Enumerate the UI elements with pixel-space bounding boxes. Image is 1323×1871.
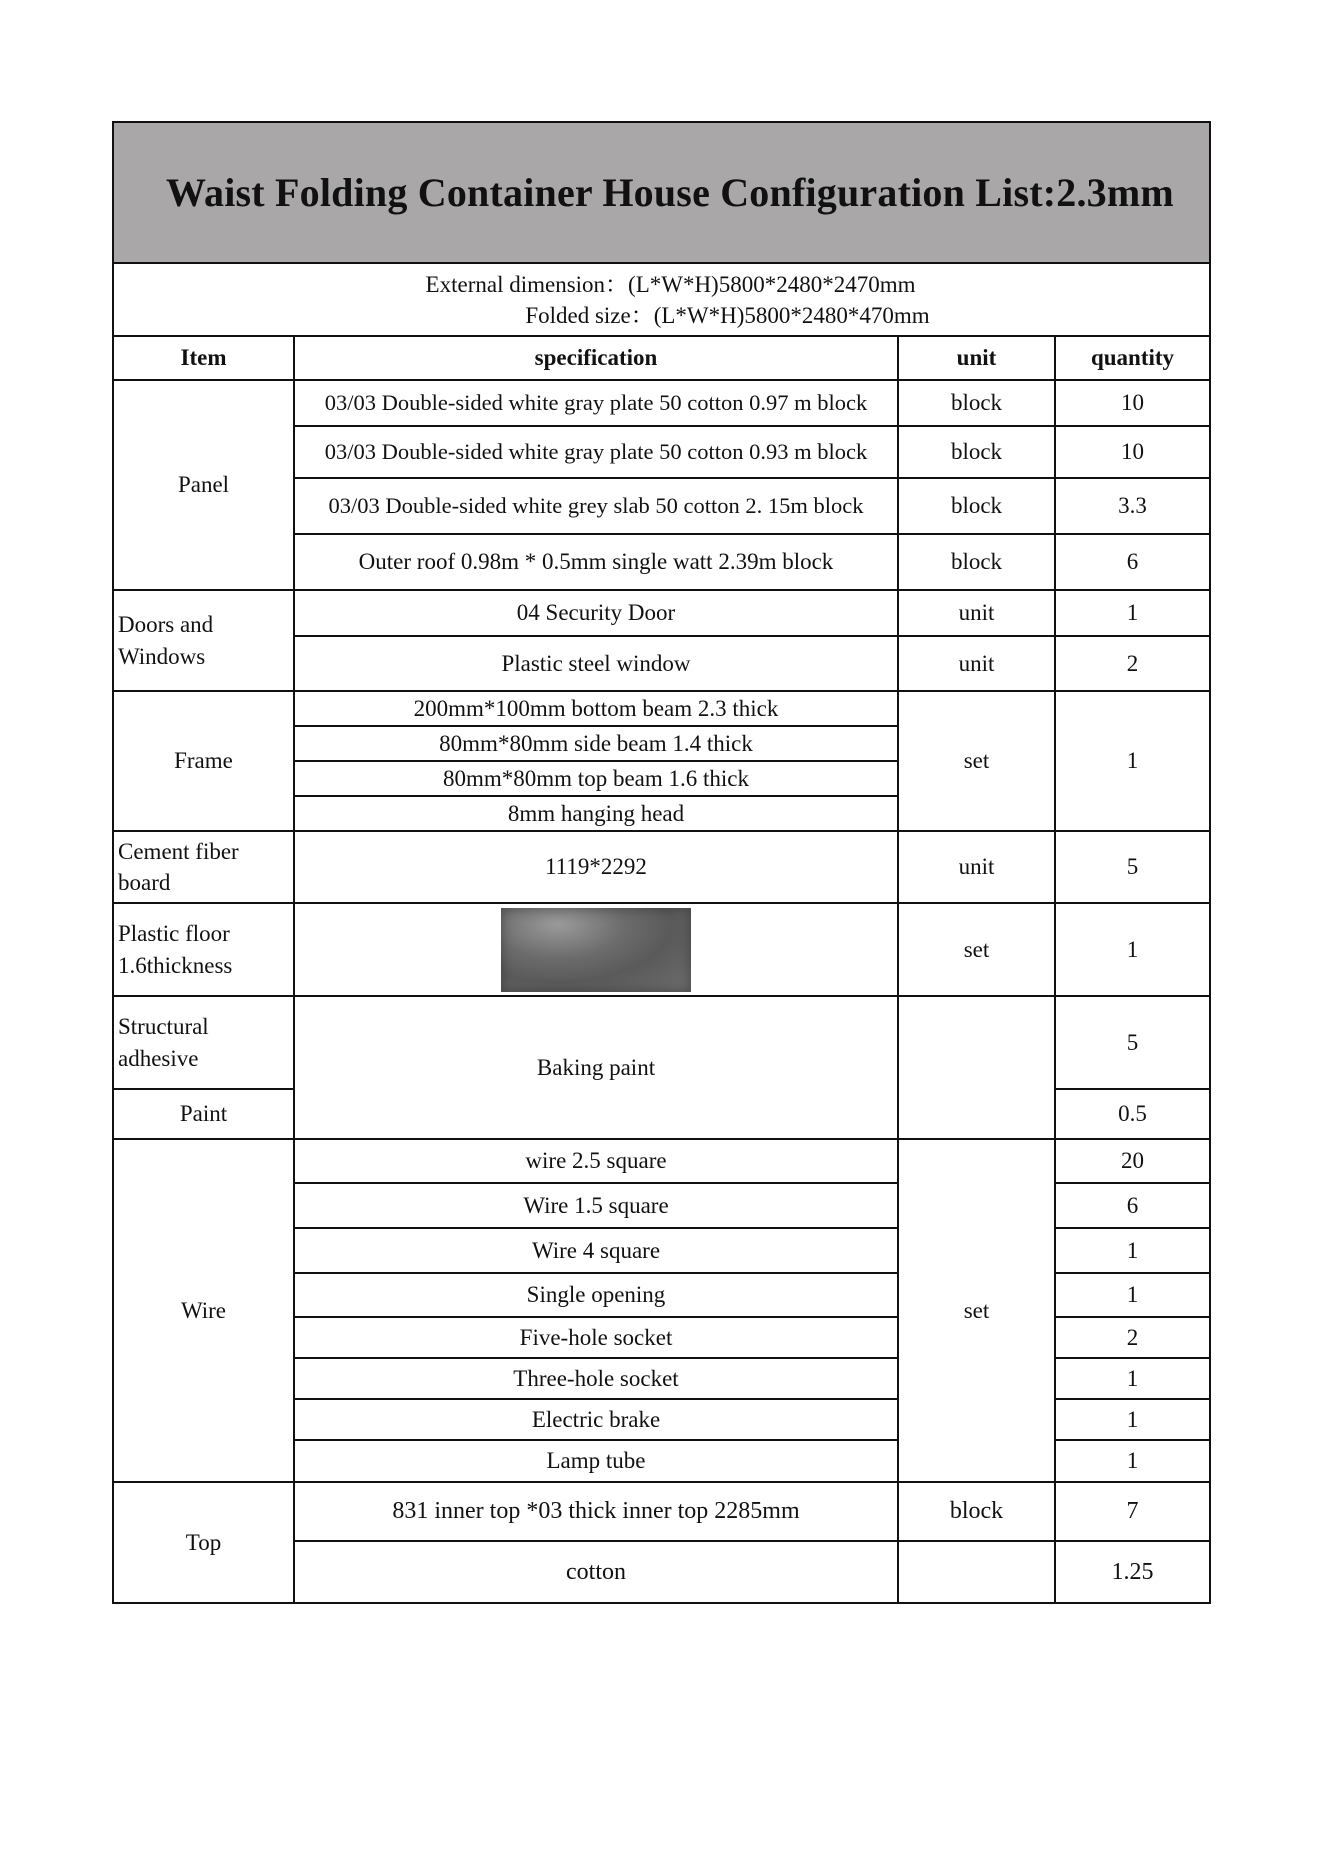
spec-cell: 831 inner top *03 thick inner top 2285mm — [294, 1482, 898, 1541]
qty-cell: 1 — [1055, 1399, 1210, 1440]
qty-cell: 1 — [1055, 691, 1210, 831]
spec-cell: 200mm*100mm bottom beam 2.3 thick — [294, 691, 898, 726]
header-specification: specification — [294, 336, 898, 380]
spec-cell: Electric brake — [294, 1399, 898, 1440]
configuration-sheet — [112, 121, 1209, 1604]
unit-cell — [898, 996, 1055, 1139]
item-cement-fiber-board — [113, 831, 294, 903]
spec-cell: Baking paint — [294, 996, 898, 1139]
table-row — [113, 691, 1210, 726]
floor-sample-image — [501, 908, 691, 992]
qty-cell: 20 — [1055, 1139, 1210, 1183]
header-row — [113, 336, 1210, 380]
header-quantity: quantity — [1055, 336, 1210, 380]
item-top: Top — [113, 1482, 294, 1603]
qty-cell: 0.5 — [1055, 1089, 1210, 1139]
qty-cell: 5 — [1055, 996, 1210, 1089]
spec-cell: 03/03 Double-sided white gray plate 50 cotton 0.93 m block — [294, 426, 898, 478]
qty-cell: 7 — [1055, 1482, 1210, 1541]
header-unit: unit — [898, 336, 1055, 380]
table-row — [113, 903, 1210, 996]
spec-cell: 1119*2292 — [294, 831, 898, 903]
item-panel: Panel — [113, 380, 294, 590]
qty-cell: 10 — [1055, 426, 1210, 478]
spec-cell: 04 Security Door — [294, 590, 898, 636]
item-doors-windows: Doors and Windows — [113, 590, 294, 691]
qty-cell: 1 — [1055, 903, 1210, 996]
table-row — [113, 590, 1210, 636]
qty-cell: 6 — [1055, 1183, 1210, 1228]
qty-cell: 1 — [1055, 1358, 1210, 1399]
item-plastic-floor: Plastic floor 1.6thickness — [113, 903, 294, 996]
spec-cell: Wire 4 square — [294, 1228, 898, 1273]
table-row — [113, 1482, 1210, 1541]
qty-cell: 1 — [1055, 590, 1210, 636]
item-wire: Wire — [113, 1139, 294, 1482]
sheet-title: Waist Folding Container House Configuration List:2.3mm — [113, 122, 1210, 263]
unit-cell: set — [898, 691, 1055, 831]
header-item: Item — [113, 336, 294, 380]
table-row — [113, 1139, 1210, 1183]
spec-cell: Three-hole socket — [294, 1358, 898, 1399]
qty-cell: 1.25 — [1055, 1541, 1210, 1603]
unit-cell: block — [898, 380, 1055, 426]
qty-cell: 6 — [1055, 534, 1210, 590]
table-row — [113, 831, 1210, 903]
dimensions-cell — [113, 263, 1210, 336]
spec-cell: 80mm*80mm side beam 1.4 thick — [294, 726, 898, 761]
unit-cell: unit — [898, 590, 1055, 636]
unit-cell — [898, 1541, 1055, 1603]
spec-cell: Outer roof 0.98m * 0.5mm single watt 2.39m block — [294, 534, 898, 590]
spec-cell: wire 2.5 square — [294, 1139, 898, 1183]
cement-label: Cement fiber board — [118, 838, 239, 895]
item-paint: Paint — [113, 1089, 294, 1139]
unit-cell: block — [898, 534, 1055, 590]
qty-cell: 1 — [1055, 1440, 1210, 1482]
spec-cell: Five-hole socket — [294, 1317, 898, 1358]
spec-cell: 03/03 Double-sided white grey slab 50 cotton 2. 15m block — [294, 478, 898, 534]
unit-cell: block — [898, 426, 1055, 478]
qty-cell: 10 — [1055, 380, 1210, 426]
qty-cell: 2 — [1055, 636, 1210, 691]
item-structural-adhesive: Structural adhesive — [113, 996, 294, 1089]
spec-cell: 03/03 Double-sided white gray plate 50 cotton 0.97 m block — [294, 380, 898, 426]
spec-cell: 80mm*80mm top beam 1.6 thick — [294, 761, 898, 796]
unit-cell: set — [898, 903, 1055, 996]
item-frame: Frame — [113, 691, 294, 831]
unit-cell: unit — [898, 636, 1055, 691]
unit-cell: unit — [898, 831, 1055, 903]
spec-cell: cotton — [294, 1541, 898, 1603]
table-row — [113, 996, 1210, 1089]
spec-cell — [294, 903, 898, 996]
spec-cell: Plastic steel window — [294, 636, 898, 691]
unit-cell: set — [898, 1139, 1055, 1482]
folded-size: Folded size：(L*W*H)5800*2480*470mm — [525, 302, 930, 328]
configuration-table — [112, 121, 1211, 1604]
qty-cell: 2 — [1055, 1317, 1210, 1358]
spec-cell: Wire 1.5 square — [294, 1183, 898, 1228]
spec-cell: Single opening — [294, 1273, 898, 1317]
table-row — [113, 380, 1210, 426]
spec-cell: Lamp tube — [294, 1440, 898, 1482]
qty-cell: 3.3 — [1055, 478, 1210, 534]
qty-cell: 1 — [1055, 1273, 1210, 1317]
qty-cell: 5 — [1055, 831, 1210, 903]
unit-cell: block — [898, 478, 1055, 534]
spec-cell: 8mm hanging head — [294, 796, 898, 831]
unit-cell: block — [898, 1482, 1055, 1541]
qty-cell: 1 — [1055, 1228, 1210, 1273]
external-dimension: External dimension：(L*W*H)5800*2480*2470mm — [425, 271, 916, 297]
